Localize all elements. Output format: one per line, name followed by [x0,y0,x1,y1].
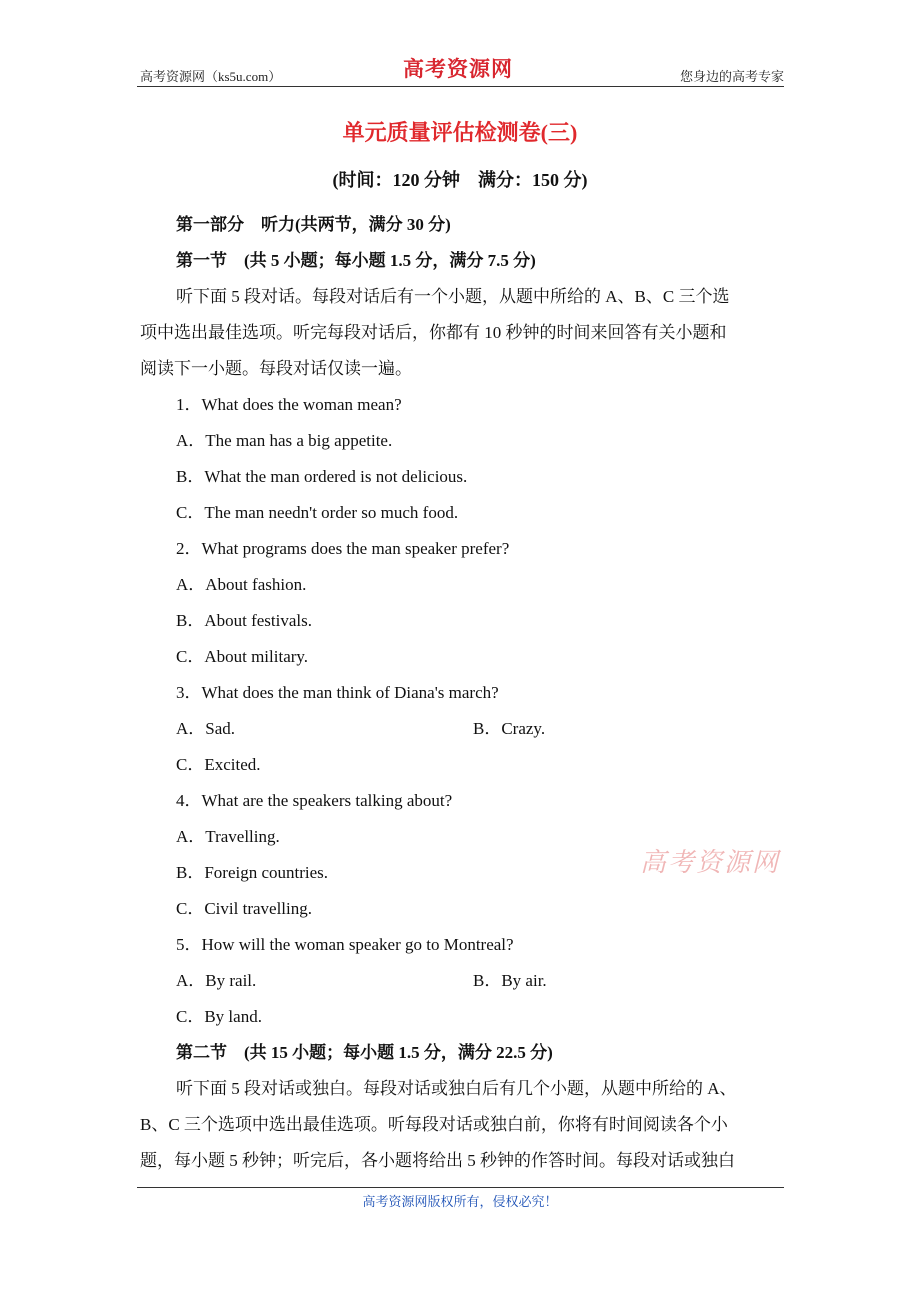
option-b: B．Foreign countries. [176,863,329,882]
option-a: A．Sad. [176,719,236,738]
footer-divider [137,1187,784,1188]
option-b: B．What the man ordered is not delicious. [176,467,468,486]
page-title: 单元质量评估检测卷(三) [342,120,578,145]
question-text: 3．What does the man think of Diana's march? [176,683,499,702]
option-b: B．By air. [473,971,547,990]
question-text: 2．What programs does the man speaker prefer? [176,539,510,558]
header-logo: 高考资源网 [403,57,513,81]
question-text: 5．How will the woman speaker go to Montreal? [176,935,514,954]
option-b: B．About festivals. [176,611,312,630]
option-a: A．The man has a big appetite. [176,431,393,450]
option-c: C．The man needn't order so much food. [176,503,459,522]
section1-instruction-line: 阅读下一小题。每段对话仅读一遍。 [140,359,412,378]
option-a: A．Travelling. [176,827,280,846]
section2-instruction-line: B、C 三个选项中选出最佳选项。听每段对话或独白前，你将有时间阅读各个小 [140,1115,728,1134]
question-text: 4．What are the speakers talking about? [176,791,453,810]
header-right-text: 您身边的高考专家 [679,69,784,84]
section2-instruction-line: 题，每小题 5 秒钟；听完后，各小题将给出 5 秒钟的作答时间。每段对话或独白 [140,1151,735,1170]
header-left-text: 高考资源网（ks5u.com） [140,69,282,84]
section2-heading: 第二节 (共 15 小题；每小题 1.5 分，满分 22.5 分) [176,1043,553,1062]
question-text: 1．What does the woman mean? [176,395,402,414]
option-a: A．About fashion. [176,575,307,594]
part-heading: 第一部分 听力(共两节，满分 30 分) [176,215,451,234]
option-c: C．Civil travelling. [176,899,312,918]
option-c: C．Excited. [176,755,261,774]
section2-instruction-line: 听下面 5 段对话或独白。每段对话或独白后有几个小题，从题中所给的 A、 [176,1079,737,1098]
option-a: A．By rail. [176,971,257,990]
section1-instruction-line: 听下面 5 段对话。每段对话后有一个小题，从题中所给的 A、B、C 三个选 [176,287,730,306]
option-c: C．By land. [176,1007,262,1026]
page-subtitle: (时间：120 分钟 满分：150 分) [332,170,588,190]
option-c: C．About military. [176,647,309,666]
section1-heading: 第一节 (共 5 小题；每小题 1.5 分，满分 7.5 分) [176,251,536,270]
watermark-logo: 高考资源网 [640,848,781,877]
footer-copyright: 高考资源网版权所有，侵权必究！ [362,1194,558,1209]
section1-instruction-line: 项中选出最佳选项。听完每段对话后，你都有 10 秒钟的时间来回答有关小题和 [140,323,727,342]
option-b: B．Crazy. [473,719,546,738]
header-divider [137,86,784,87]
